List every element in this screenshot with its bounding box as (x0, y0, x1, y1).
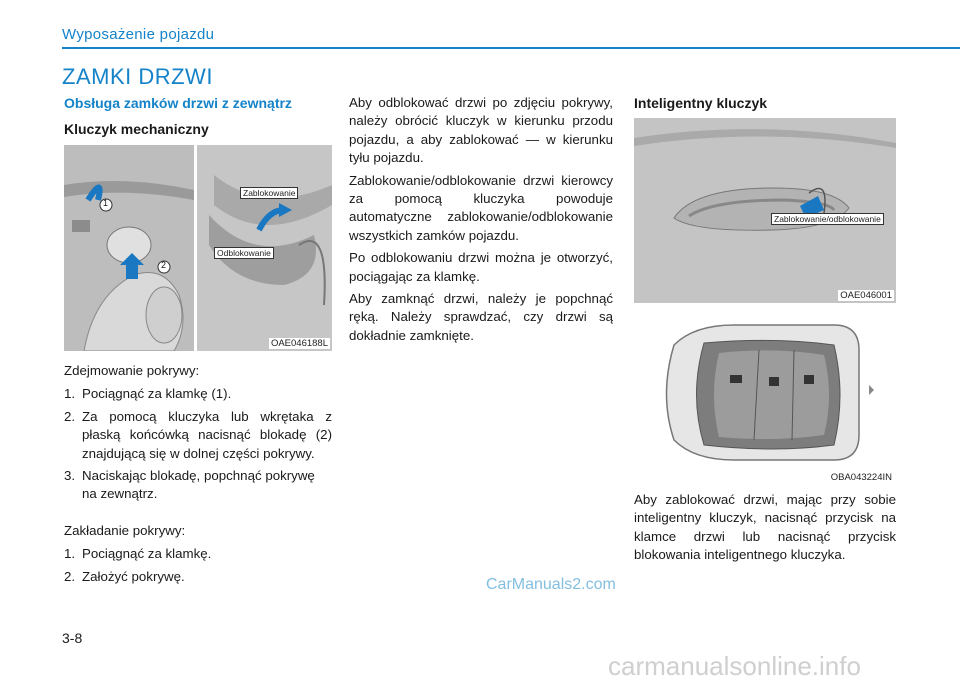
watermark: CarManuals2.com (486, 576, 616, 593)
marker-1: 1 (103, 198, 109, 208)
right-column (634, 94, 896, 112)
list-item: 1. Pociągnąć za klamkę (1). (64, 386, 232, 402)
paragraph: Aby zamknąć drzwi, należy je popchnąć ręką. Należy sprawdzać, czy drzwi są dokładnie zamknięte. (349, 291, 613, 343)
watermark-bottom: carmanualsonline.info (608, 651, 861, 681)
figure-door-handle (634, 118, 896, 303)
figure-code: OAE046001 (840, 290, 892, 301)
subtitle: Obsługa zamków drzwi z zewnątrz (64, 95, 292, 111)
callout-lock-unlock: Zablokowanie/odblokowanie (771, 213, 884, 225)
figure-mechanical-key (64, 145, 332, 351)
middle-column (349, 94, 613, 345)
section-header: Wyposażenie pojazdu (62, 26, 215, 43)
callout-unlock: Odblokowanie (214, 247, 274, 259)
removal-steps (64, 385, 332, 503)
page-title: ZAMKI DRZWI (62, 64, 213, 89)
list-item: 1. Pociągnąć za klamkę. (64, 546, 212, 562)
figure-code: OAE046188L (270, 338, 328, 349)
header-divider (62, 47, 960, 49)
paragraph: Po odblokowaniu drzwi można je otworzyć, pociągając za klamkę. (349, 250, 613, 284)
install-heading: Zakładanie pokrywy: (64, 522, 186, 538)
left-column (64, 94, 332, 139)
install-steps (64, 545, 332, 586)
figure-smart-key (634, 305, 896, 485)
paragraph: Aby odblokować drzwi po zdjęciu pokrywy, należy obrócić kluczyk w kierunku przodu pojazdu, a aby zablokować — w kierunku tyłu pojazdu. (349, 95, 613, 166)
list-item: 3. Naciskając blokadę, popchnąć pokrywę na zewnątrz. (64, 468, 315, 502)
door-handle-illustration (634, 118, 896, 303)
removal-heading: Zdejmowanie pokrywy: (64, 363, 200, 378)
marker-2: 2 (161, 260, 167, 270)
mechanical-key-illustration (64, 145, 332, 351)
smart-key-text (634, 491, 896, 565)
figure-code: OBA043224IN (830, 472, 892, 483)
paragraph: Aby zablokować drzwi, mając przy sobie inteligentny kluczyk, nacisnąć przycisk na klamce drzwi lub nacisnąć przycisk blokowania inteligentnego kluczyka. (634, 492, 896, 563)
callout-lock: Zablokowanie (240, 187, 298, 199)
smart-key-illustration (634, 305, 896, 485)
paragraph: Zablokowanie/odblokowanie drzwi kierowcy za pomocą kluczyka powoduje automatyczne zablokowanie/odblokowanie wszystkich zamków pojazdu. (349, 172, 613, 243)
page-number: 3-8 (62, 630, 83, 646)
list-item: 2. Założyć pokrywę. (64, 568, 185, 584)
removal-section (64, 362, 332, 586)
list-item: 2. Za pomocą kluczyka lub wkrętaka z płaską końcówką nacisnąć blokadę (2) znajdującą się w dolnej części pokrywy. (64, 408, 332, 461)
subheading-mechanical-key: Kluczyk mechaniczny (64, 121, 209, 138)
subheading-smart-key: Inteligentny kluczyk (634, 95, 768, 111)
